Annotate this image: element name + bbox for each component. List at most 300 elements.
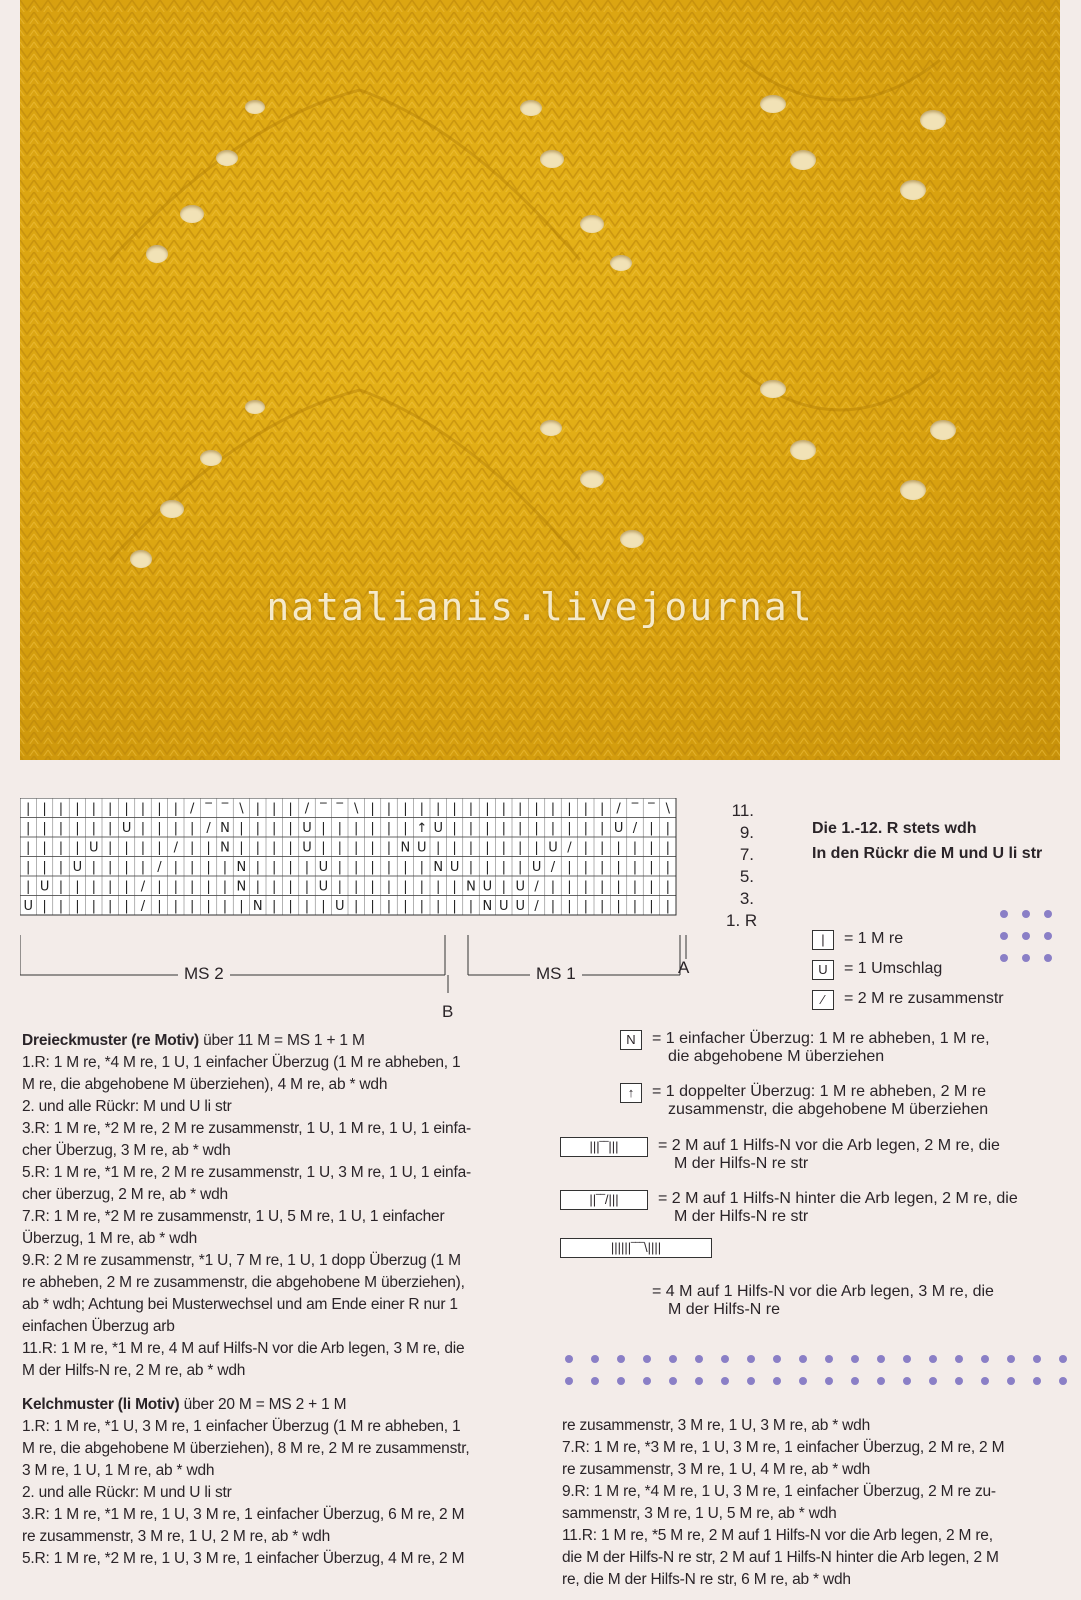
eyelet	[900, 480, 926, 500]
chart-cell: |	[386, 860, 392, 876]
chart-cell: |	[108, 899, 113, 915]
chart-cell: |	[272, 840, 277, 856]
chart-cell: |	[58, 840, 64, 856]
dot	[591, 1377, 599, 1385]
chart-row-labels	[724, 800, 766, 932]
chart-cell: |	[58, 821, 64, 837]
chart-cell: |	[583, 899, 588, 915]
eyelet	[245, 400, 265, 414]
eyelet	[180, 205, 204, 223]
chart-cell: |	[42, 840, 47, 856]
chart-cell: |	[206, 860, 211, 876]
row-label: 1. R	[726, 911, 758, 930]
instruction-line: cher Überzug, 3 M re, ab * wdh	[22, 1142, 231, 1159]
chart-cell: |	[632, 860, 638, 876]
chart-cell: /	[304, 801, 310, 817]
legend-text: = 1 Umschlag	[844, 960, 943, 977]
chart-cell: N	[466, 879, 476, 895]
eyelet	[540, 420, 562, 436]
chart-cell: |	[468, 899, 474, 915]
dot	[799, 1377, 807, 1385]
chart-cell: |	[534, 821, 539, 837]
dot	[851, 1377, 859, 1385]
chart-cell: |	[649, 860, 654, 876]
dot	[825, 1377, 833, 1385]
chart-cell: |	[567, 899, 572, 915]
chart-cell: |	[190, 840, 195, 856]
eyelet	[760, 95, 786, 113]
chart-cell: |	[157, 801, 162, 817]
chart-cell: |	[534, 840, 539, 856]
chart-cell: |	[321, 840, 326, 856]
chart-cell: |	[140, 801, 146, 817]
chart-cell: U	[23, 899, 33, 915]
chart-cell: |	[206, 899, 211, 915]
chart-cell: |	[255, 879, 260, 895]
instruction-line: 3.R: 1 M re, *2 M re, 2 M re zusammenstr, 1 U, 1 M re, 1 U, 1 einfa-	[22, 1120, 471, 1137]
instruction-line: 5.R: 1 M re, *1 M re, 2 M re zusammenstr, 1 U, 3 M re, 1 U, 1 einfa-	[22, 1164, 471, 1181]
chart-cell: |	[665, 860, 670, 876]
chart-cell: |	[206, 879, 211, 895]
chart-cell: |	[26, 840, 31, 856]
chart-cell: |	[42, 899, 47, 915]
chart-cell: |	[239, 821, 244, 837]
chart-cell: |	[304, 879, 310, 895]
chart-cell: |	[452, 879, 457, 895]
dot	[565, 1377, 573, 1385]
instruction-line: M re, die abgehobene M überziehen), 8 M re, 2 M re zusammenstr,	[22, 1440, 470, 1457]
chart-cell: |	[386, 840, 392, 856]
dot	[851, 1355, 859, 1363]
chart-cell: |	[452, 899, 457, 915]
eyelet	[580, 215, 604, 233]
chart-cell: |	[403, 821, 408, 837]
chart-cell: /	[534, 899, 539, 915]
instruction-line: 1.R: 1 M re, *4 M re, 1 U, 1 einfacher Überzug (1 M re abheben, 1	[22, 1054, 461, 1071]
chart-cell: |	[649, 879, 654, 895]
chart-cell: /	[140, 899, 146, 915]
eyelet	[245, 100, 265, 114]
eyelet	[930, 420, 956, 440]
chart-cell: |	[567, 821, 572, 837]
chart-cell: U	[72, 860, 83, 876]
marker-a: A	[678, 958, 690, 977]
chart-cell: |	[157, 899, 162, 915]
dot	[721, 1377, 729, 1385]
eyelet	[790, 440, 816, 460]
chart-cell: U	[39, 879, 50, 895]
chart-cell: |	[173, 860, 178, 876]
dot	[1007, 1377, 1015, 1385]
legend-skp	[620, 1030, 1070, 1066]
chart-cell: |	[518, 821, 523, 837]
chart-cell: |	[485, 801, 490, 817]
ms2-label: MS 2	[178, 964, 230, 984]
instruction-line: 7.R: 1 M re, *3 M re, 1 U, 3 M re, 1 einfacher Überzug, 2 M re, 2 M	[562, 1439, 1005, 1456]
chart-cell: |	[239, 899, 244, 915]
chart-cell: |	[140, 840, 146, 856]
chart-cell: |	[485, 840, 490, 856]
chart-cell: U	[302, 840, 312, 856]
chart-cell: |	[550, 801, 556, 817]
chart-cell: |	[140, 860, 146, 876]
chart-cell: ‾	[336, 801, 344, 817]
row-label: 3.	[739, 889, 754, 908]
instruction-line: cher überzug, 2 M re, ab * wdh	[22, 1186, 228, 1203]
instruction-line: re zusammenstr, 3 M re, 1 U, 4 M re, ab * wdh	[562, 1461, 871, 1478]
chart-cell: N	[400, 840, 411, 856]
instruction-line: 9.R: 1 M re, *4 M re, 1 U, 3 M re, 1 einfacher Überzug, 2 M re zu-	[562, 1483, 996, 1500]
chart-cell: |	[649, 899, 654, 915]
eyelet	[520, 100, 542, 116]
chart-cell: U	[318, 879, 329, 895]
chart-cell: |	[616, 899, 621, 915]
chart-cell: |	[354, 840, 359, 856]
chart-cell: |	[190, 879, 195, 895]
chart-cell: |	[288, 860, 293, 876]
chart-cell: ‾	[205, 801, 212, 817]
dot	[747, 1377, 755, 1385]
chart-cell: \	[665, 801, 670, 817]
chart-cell: |	[567, 801, 572, 817]
chart-cell: |	[468, 840, 474, 856]
chart-cell: |	[419, 899, 424, 915]
instruction-line: 11.R: 1 M re, *5 M re, 2 M auf 1 Hilfs-N vor die Arb legen, 2 M re,	[562, 1527, 993, 1544]
chart-cell: /	[534, 879, 539, 895]
chart-cell: |	[91, 860, 96, 876]
chart-cell: |	[583, 879, 588, 895]
chart-cell: ‾	[631, 801, 639, 817]
chart-cell: |	[452, 821, 457, 837]
chart-cell: U	[335, 899, 345, 915]
instruction-line: ab * wdh; Achtung bei Musterwechsel und am Ende einer R nur 1	[22, 1296, 458, 1313]
instruction-line: M re, die abgehobene M überziehen), 4 M re, ab * wdh	[22, 1076, 388, 1093]
chart-cell: ‾	[221, 801, 229, 817]
row-label: 7.	[739, 845, 754, 864]
dot	[695, 1377, 703, 1385]
dreieck-sub: über 11 M = MS 1 + 1 M	[198, 1032, 365, 1049]
chart-cell: |	[616, 840, 621, 856]
instruction-line: 2. und alle Rückr: M und U li str	[22, 1484, 232, 1501]
legend-double-dec	[620, 1083, 1070, 1119]
chart-cell: |	[518, 840, 523, 856]
chart-cell: |	[386, 879, 392, 895]
dot	[877, 1355, 885, 1363]
chart-cell: |	[518, 801, 523, 817]
chart-cell: |	[600, 879, 605, 895]
chart-cell: ↑	[416, 821, 428, 837]
chart-cell: U	[531, 860, 542, 876]
dot	[981, 1355, 989, 1363]
chart-cell: |	[304, 860, 310, 876]
chart-cell: |	[468, 821, 474, 837]
eyelet	[160, 500, 184, 518]
chart-cell: |	[288, 899, 293, 915]
chart-cell: /	[616, 801, 621, 817]
dot	[747, 1355, 755, 1363]
cable-front-4-icon: ||||||‾‾‾\||||	[560, 1238, 712, 1258]
chart-cell: |	[190, 821, 195, 837]
dreieck-title: Dreieckmuster (re Motiv)	[22, 1032, 199, 1049]
chart-cell: |	[42, 801, 47, 817]
dot	[643, 1355, 651, 1363]
legend-text: = 1 M re	[844, 930, 904, 947]
chart-cell: |	[75, 821, 80, 837]
instruction-line: 1.R: 1 M re, *1 U, 3 M re, 1 einfacher Überzug (1 M re abheben, 1	[22, 1418, 461, 1435]
eyelet	[900, 180, 926, 200]
chart-cell: |	[468, 801, 474, 817]
legend-text: = 2 M auf 1 Hilfs-N hinter die Arb legen, 2 M re, die	[658, 1190, 1018, 1207]
chart-cell: |	[304, 899, 310, 915]
legend-text: = 2 M re zusammenstr	[844, 990, 1004, 1007]
chart-cell: |	[600, 821, 605, 837]
chart-cell: |	[403, 899, 408, 915]
chart-cell: |	[58, 899, 64, 915]
chart-cell: |	[386, 899, 392, 915]
chart-cell: |	[91, 821, 96, 837]
chart-cell: |	[452, 840, 457, 856]
legend-text: = 1 doppelter Überzug: 1 M re abheben, 2 M re	[652, 1083, 986, 1100]
chart-cell: /	[190, 801, 195, 817]
legend-yarnover	[812, 960, 942, 980]
instruction-line: die M der Hilfs-N re str, 2 M auf 1 Hilfs-N hinter die Arb legen, 2 M	[562, 1549, 999, 1566]
eyelet	[580, 470, 604, 488]
chart-cell: |	[354, 860, 359, 876]
dot	[1007, 1355, 1015, 1363]
instruction-line: re zusammenstr, 3 M re, 1 U, 2 M re, ab * wdh	[22, 1528, 331, 1545]
double-dec-symbol-icon: ↑	[620, 1083, 642, 1103]
eyelet	[130, 550, 152, 568]
dot	[617, 1355, 625, 1363]
dot	[773, 1377, 781, 1385]
dot	[981, 1377, 989, 1385]
watermark: natalianis.livejournal	[266, 585, 814, 629]
dot	[695, 1355, 703, 1363]
legend-text: M der Hilfs-N re str	[674, 1155, 809, 1172]
dot	[799, 1355, 807, 1363]
dot	[929, 1377, 937, 1385]
chart-cell: |	[157, 879, 162, 895]
chart-cell: N	[482, 899, 493, 915]
chart-cell: |	[288, 840, 293, 856]
chart-cell: |	[321, 899, 326, 915]
marker-b: B	[442, 1002, 454, 1021]
chart-cell: |	[616, 879, 621, 895]
chart-cell: /	[173, 840, 178, 856]
chart-cell: U	[433, 821, 443, 837]
dot	[669, 1355, 677, 1363]
chart-cell: |	[354, 879, 359, 895]
yarn-over-symbol-icon: U	[812, 960, 834, 980]
chart-cell: |	[58, 801, 64, 817]
chart-cell: |	[108, 821, 113, 837]
instruction-line: re zusammenstr, 3 M re, 1 U, 3 M re, ab * wdh	[562, 1417, 871, 1434]
chart-cell: |	[567, 860, 572, 876]
instruction-line: 7.R: 1 M re, *2 M re zusammenstr, 1 U, 5 M re, 1 U, 1 einfacher	[22, 1208, 445, 1225]
chart-cell: /	[157, 860, 162, 876]
chart-cell: |	[173, 879, 178, 895]
chart-cell: |	[190, 860, 195, 876]
instruction-line: re abheben, 2 M re zusammenstr, die abgehobene M überziehen),	[22, 1274, 465, 1291]
chart-cell: |	[42, 860, 47, 876]
chart-cell: U	[499, 899, 509, 915]
chart-cell: U	[613, 821, 624, 837]
chart-cell: |	[632, 899, 638, 915]
chart-cell: U	[548, 840, 558, 856]
dot	[643, 1377, 651, 1385]
chart-cell: |	[255, 801, 260, 817]
chart-cell: |	[222, 899, 228, 915]
chart-cell: |	[550, 879, 556, 895]
legend-cable-back-2	[560, 1190, 1070, 1226]
chart-cell: |	[501, 879, 506, 895]
knit-texture	[20, 0, 1060, 760]
chart-cell: |	[354, 821, 359, 837]
chart-cell: |	[436, 899, 441, 915]
chart-cell: |	[337, 860, 342, 876]
chart-cell: |	[501, 801, 506, 817]
chart-cell: |	[239, 840, 244, 856]
chart-cell: |	[157, 840, 162, 856]
chart-cell: |	[124, 840, 129, 856]
chart-cell: /	[550, 860, 556, 876]
chart-cell: |	[272, 801, 277, 817]
eyelet	[920, 110, 946, 130]
chart-cell: |	[173, 821, 178, 837]
chart-cell: |	[583, 860, 588, 876]
eyelet	[216, 150, 238, 166]
k2tog-symbol-icon: ⁄	[812, 990, 834, 1010]
chart-cell: /	[567, 840, 572, 856]
dot	[1033, 1377, 1041, 1385]
chart-cell: U	[482, 879, 493, 895]
chart-cell: |	[173, 801, 178, 817]
chart-cell: |	[140, 821, 146, 837]
chart-cell: |	[600, 899, 605, 915]
chart-cell: |	[58, 860, 64, 876]
chart-cell: |	[91, 879, 96, 895]
row-label: 11.	[731, 801, 754, 820]
chart-cell: |	[272, 860, 277, 876]
chart-cell: |	[485, 821, 490, 837]
chart-cell: |	[26, 801, 31, 817]
chart-cell: |	[255, 840, 260, 856]
chart-cell: U	[318, 860, 329, 876]
chart-cell: |	[124, 899, 129, 915]
chart-cell: |	[190, 899, 195, 915]
chart-cell: U	[515, 879, 525, 895]
dotted-divider	[565, 1355, 1075, 1385]
instruction-line: Überzug, 1 M re, ab * wdh	[22, 1230, 198, 1247]
chart-cell: |	[632, 879, 638, 895]
skp-symbol-icon: N	[620, 1030, 642, 1050]
legend-text: M der Hilfs-N re str	[674, 1208, 809, 1225]
legend-text: = 2 M auf 1 Hilfs-N vor die Arb legen, 2 M re, die	[658, 1137, 1000, 1154]
dot	[1059, 1355, 1067, 1363]
eyelet	[620, 530, 644, 548]
chart-cell: |	[468, 860, 474, 876]
chart-cell: |	[206, 840, 211, 856]
chart-cell: |	[91, 899, 96, 915]
eyelet	[790, 150, 816, 170]
instruction-line: 5.R: 1 M re, *2 M re, 1 U, 3 M re, 1 einfacher Überzug, 4 M re, 2 M	[22, 1550, 465, 1567]
chart-cell: |	[337, 879, 342, 895]
dot	[565, 1355, 573, 1363]
legend-text: zusammenstr, die abgehobene M überziehen	[668, 1101, 989, 1118]
chart-cell: |	[26, 821, 31, 837]
legend-cable-front-4	[652, 1283, 1072, 1319]
chart-cell: |	[419, 879, 424, 895]
chart-cell: |	[665, 879, 670, 895]
chart-cell: |	[337, 840, 342, 856]
chart-cell: U	[121, 821, 132, 837]
chart-cell: /	[206, 821, 211, 837]
chart-cell: |	[600, 840, 605, 856]
chart-cell: |	[583, 801, 588, 817]
chart-cell: |	[354, 899, 359, 915]
chart-cell: N	[220, 821, 230, 837]
chart-cell: U	[515, 899, 525, 915]
chart-cell: |	[108, 801, 113, 817]
chart-cell: |	[403, 801, 408, 817]
chart-cell: |	[370, 899, 375, 915]
chart-cell: |	[75, 879, 80, 895]
instruction-line: 9.R: 2 M re zusammenstr, *1 U, 7 M re, 1 U, 1 dopp Überzug (1 M	[22, 1252, 461, 1269]
chart-cell: |	[616, 860, 621, 876]
chart-cell: |	[403, 879, 408, 895]
legend-cable-front-2	[560, 1137, 1070, 1173]
chart-brackets	[20, 935, 720, 1015]
chart-cell: |	[272, 879, 277, 895]
chart-cell: |	[58, 879, 64, 895]
legend-k2tog	[812, 990, 1004, 1010]
chart-cell: |	[518, 860, 523, 876]
left-instructions	[22, 1030, 542, 1570]
legend-text: die abgehobene M überziehen	[668, 1048, 885, 1065]
kelch-sub: über 20 M = MS 2 + 1 M	[179, 1396, 347, 1413]
chart-cell: |	[370, 840, 375, 856]
chart-cell: N	[236, 879, 247, 895]
chart-cell: N	[220, 840, 230, 856]
chart-cell: |	[583, 840, 588, 856]
chart-cell: |	[75, 899, 80, 915]
chart-cell: |	[436, 801, 441, 817]
chart-cell: U	[302, 821, 312, 837]
chart-cell: |	[288, 879, 293, 895]
knit-symbol-icon: |	[812, 930, 834, 950]
dot	[591, 1355, 599, 1363]
chart-cell: |	[550, 821, 556, 837]
chart-cell: |	[436, 879, 441, 895]
row-label: 9.	[739, 823, 754, 842]
chart-cell: U	[449, 860, 460, 876]
dot	[617, 1377, 625, 1385]
chart-cell: |	[370, 801, 375, 817]
chart-cell: N	[236, 860, 247, 876]
kelch-title: Kelchmuster (li Motiv)	[22, 1396, 180, 1413]
chart-cell: |	[222, 860, 228, 876]
chart-cell: |	[255, 860, 260, 876]
chart-cell: |	[26, 860, 31, 876]
chart-cell: |	[485, 860, 490, 876]
eyelet	[146, 245, 168, 263]
chart-cell: |	[75, 801, 80, 817]
chart-cell: |	[42, 821, 47, 837]
instruction-line: 11.R: 1 M re, *1 M re, 4 M auf Hilfs-N vor die Arb legen, 3 M re, die	[22, 1340, 465, 1357]
dot	[903, 1355, 911, 1363]
chart-cell: U	[417, 840, 427, 856]
legend-text: = 1 einfacher Überzug: 1 M re abheben, 1 M re,	[652, 1030, 990, 1047]
